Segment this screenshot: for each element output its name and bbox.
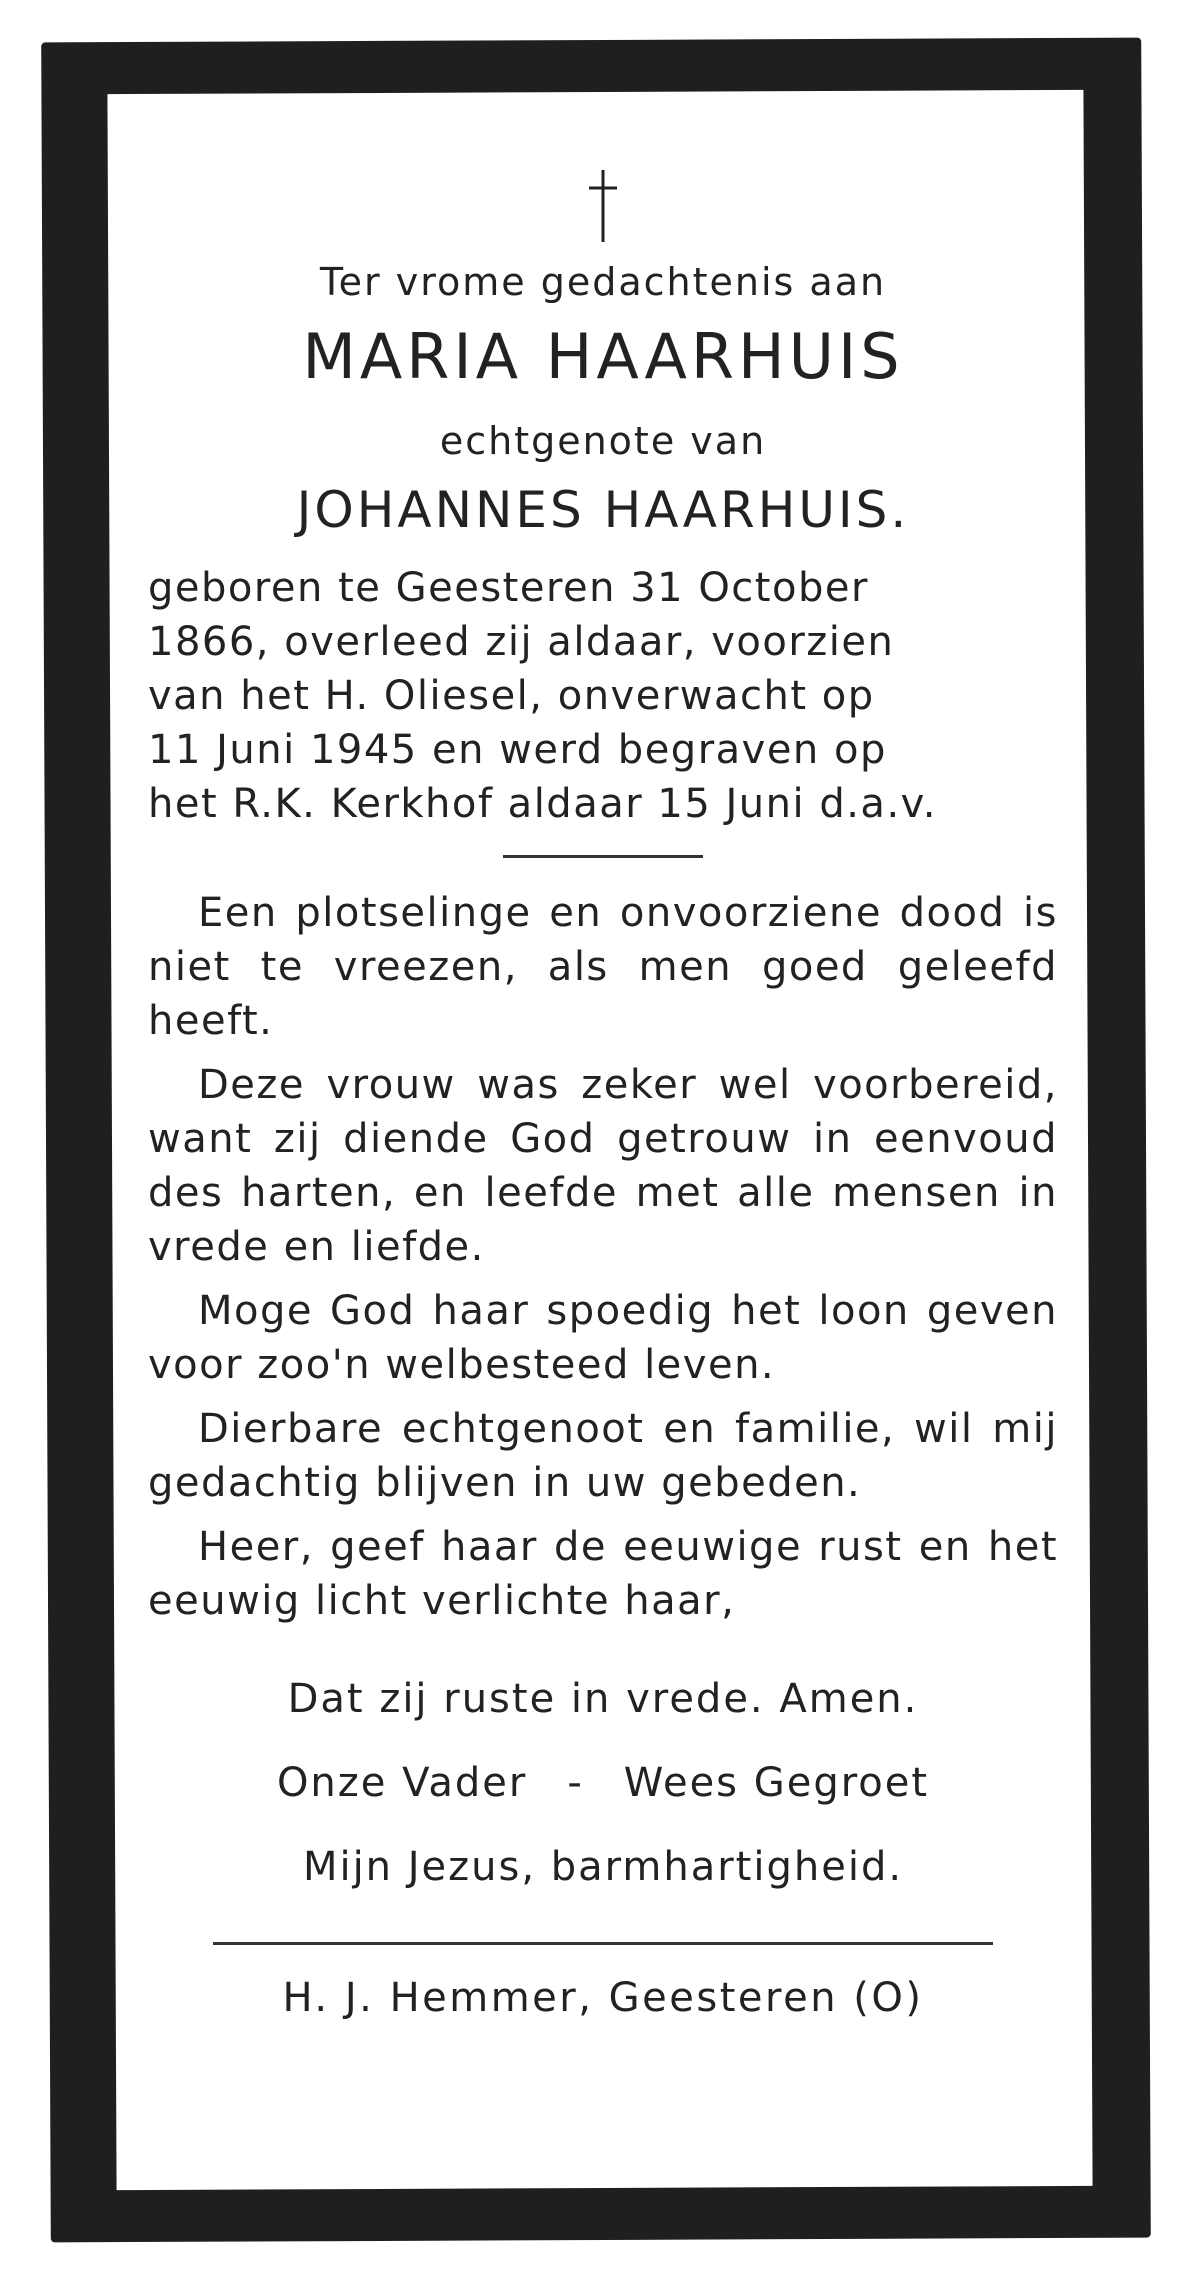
closing-line: Dat zij ruste in vrede. Amen.: [287, 1676, 919, 1722]
verse-paragraph: Een plotselinge en onvoorziene dood is niet te vreezen, als men goed geleefd heeft.: [148, 890, 1058, 1044]
cross-icon: [583, 168, 623, 244]
verse-paragraph: Deze vrouw was zeker wel voorbereid, want zij diende God getrouw in eenvoud des harten, en leefde met alle mensen in vrede en liefde.: [148, 1062, 1058, 1270]
bio-line: 11 Juni 1945 en werd begraven op: [148, 727, 887, 773]
intro-text: Ter vrome gedachtenis aan: [319, 260, 887, 304]
deceased-name: MARIA HAARHUIS: [302, 320, 904, 393]
bio-line: het R.K. Kerkhof aldaar 15 Juni d.a.v.: [148, 781, 937, 827]
spouse-label: echtgenote van: [439, 419, 767, 463]
prayer-our-father: Onze Vader: [276, 1760, 528, 1806]
prayer-separator: -: [567, 1760, 584, 1806]
prayer-hail-mary: Wees Gegroet: [623, 1760, 930, 1806]
verse-paragraph: Heer, geef haar de eeuwige rust en het eeuwig licht verlichte haar,: [148, 1524, 1058, 1624]
printer-credit: H. J. Hemmer, Geesteren (O): [282, 1975, 924, 2021]
biography: [148, 561, 1058, 831]
memorial-card: [148, 150, 1058, 2021]
verses: [148, 886, 1058, 1628]
bio-line: van het H. Oliesel, onverwacht op: [148, 673, 875, 719]
divider: [503, 855, 703, 858]
verse-paragraph: Dierbare echtgenoot en familie, wil mij gedachtig blijven in uw gebeden.: [148, 1406, 1058, 1506]
verse-paragraph: Moge God haar spoedig het loon geven voor zoo'n welbesteed leven.: [148, 1288, 1058, 1388]
prayer-row: [148, 1756, 1058, 1810]
prayers: [148, 1672, 1058, 1894]
divider: [213, 1942, 993, 1945]
invocation: Mijn Jezus, barmhartigheid.: [302, 1844, 904, 1890]
bio-line: geboren te Geesteren 31 October: [148, 565, 869, 611]
spouse-name: JOHANNES HAARHUIS.: [296, 481, 910, 539]
bio-line: 1866, overleed zij aldaar, voorzien: [148, 619, 895, 665]
